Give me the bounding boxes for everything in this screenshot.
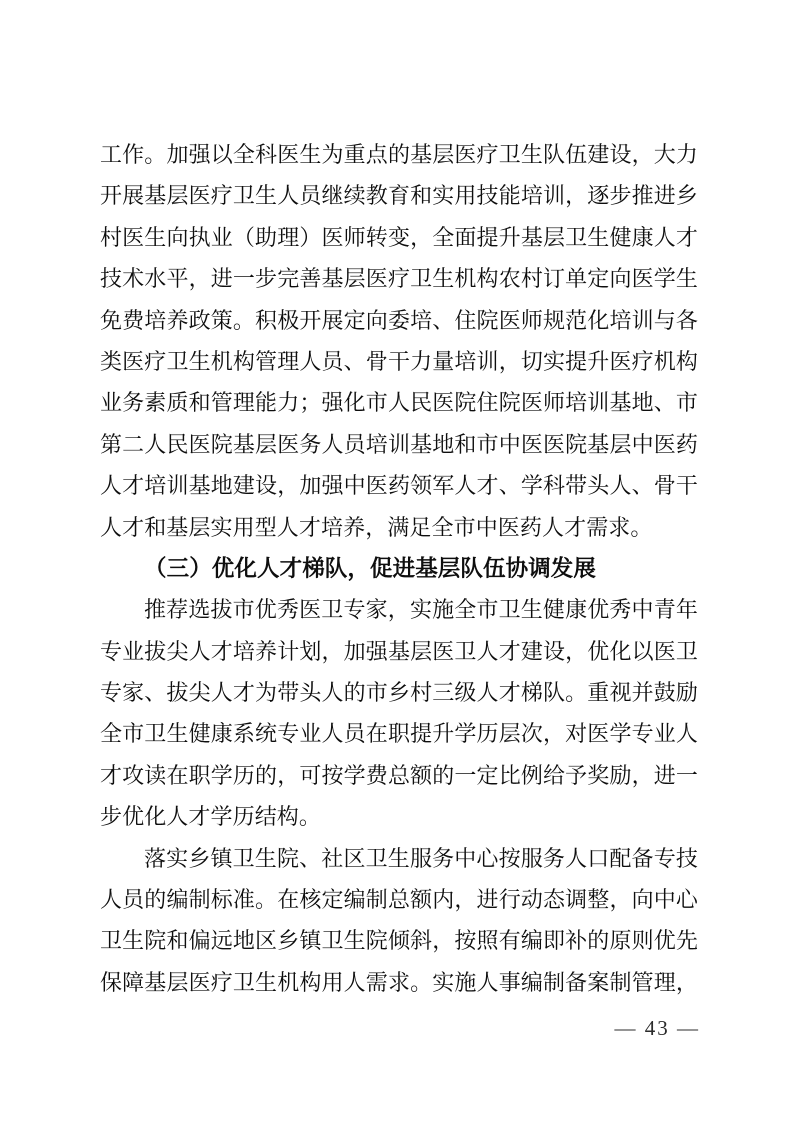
text-line: 人才和基层实用型人才培养，满足全市中医药人才需求。 [100,514,653,540]
text-line: 落实乡镇卫生院、社区卫生服务中心按服务人口配备专技 [144,845,698,871]
text-line: 免费培养政策。积极开展定向委培、住院医师规范化培训与各 [100,307,698,333]
text-line: 业务素质和管理能力；强化市人民医院住院医师培训基地、市 [100,390,698,416]
text-line: 保障基层医疗卫生机构用人需求。实施人事编制备案制管理， [100,969,698,995]
text-line: 才攻读在职学历的，可按学费总额的一定比例给予奖励，进一 [100,762,698,788]
text-line: 人员的编制标准。在核定编制总额内，进行动态调整，向中心 [100,887,698,913]
text-line: 开展基层医疗卫生人员继续教育和实用技能培训，逐步推进乡 [100,183,698,209]
section-heading: （三）优化人才梯队，促进基层队伍协调发展 [144,555,597,581]
text-line: 推荐选拔市优秀医卫专家，实施全市卫生健康优秀中青年 [144,597,698,623]
page-number: — 43 — [614,1016,700,1040]
text-line: 全市卫生健康系统专业人员在职提升学历层次，对医学专业人 [100,721,698,747]
paragraph [100,589,698,837]
paragraph-continued [100,134,698,548]
text-line: 第二人民医院基层医务人员培训基地和市中医医院基层中医药 [100,431,698,457]
text-line: 技术水平，进一步完善基层医疗卫生机构农村订单定向医学生 [100,266,698,292]
text-line: 专业拔尖人才培养计划，加强基层医卫人才建设，优化以医卫 [100,638,698,664]
text-line: 类医疗卫生机构管理人员、骨干力量培训，切实提升医疗机构 [100,348,698,374]
text-line: 步优化人才学历结构。 [100,804,322,830]
body-text [100,134,698,1003]
paragraph [100,838,698,1004]
text-line: 村医生向执业（助理）医师转变，全面提升基层卫生健康人才 [100,224,698,250]
text-line: 工作。加强以全科医生为重点的基层医疗卫生队伍建设，大力 [100,142,698,167]
text-line: 专家、拔尖人才为带头人的市乡村三级人才梯队。重视并鼓励 [100,680,698,706]
text-line: 人才培训基地建设，加强中医药领军人才、学科带头人、骨干 [100,473,698,499]
text-line: 卫生院和偏远地区乡镇卫生院倾斜，按照有编即补的原则优先 [100,928,698,954]
